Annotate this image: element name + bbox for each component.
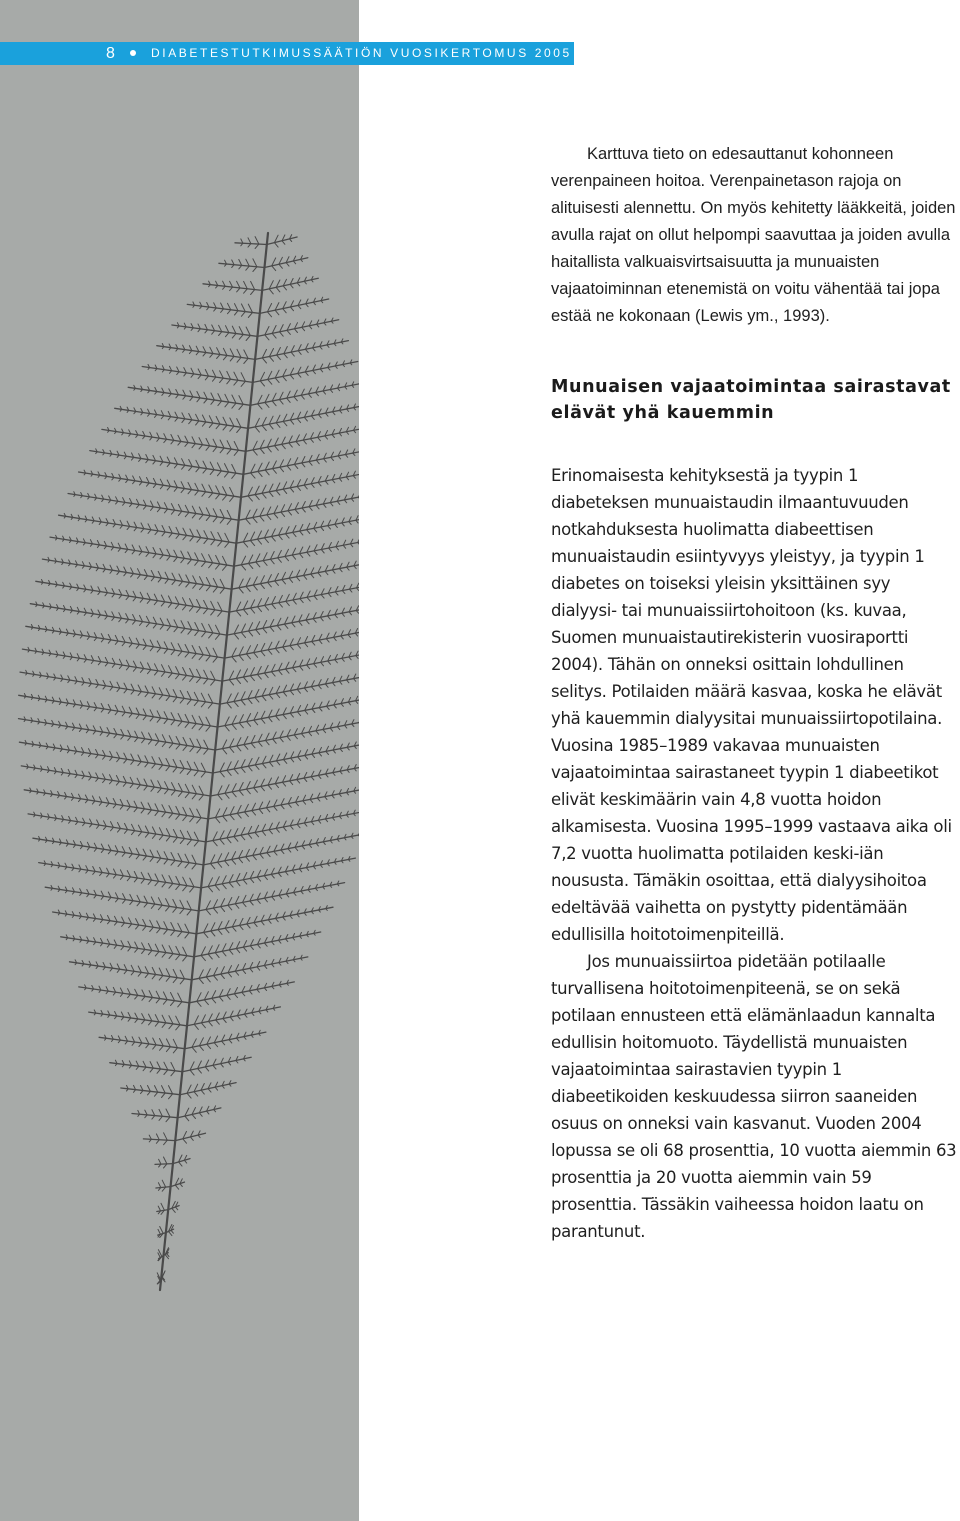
running-title: DIABETESTUTKIMUSSÄÄTIÖN VUOSIKERTOMUS 2005 [151,46,572,60]
sidebar-panel [0,0,359,1521]
bullet-icon [130,50,136,56]
fern-illustration [0,225,359,1300]
body-paragraph: Erinomaisesta kehityksestä ja tyypin 1 diabeteksen munuaistaudin ilmaantuvuuden notkahduksesta huolimatta diabeettisen munuaistaudin esiintyvyys yleistyy, ja tyypin 1 diabetes on toiseksi yleisin yksittäinen syy dialyysi- tai munuaissiirtohoitoon (ks. kuvaa, Suomen munuaistautirekisterin vuosiraportti 2004). Tähän on onneksi osittain lohdullinen selitys. Potilaiden määrä kasvaa, koska he elävät yhä kauemmin dialyysitai munuaissiirtopotilaina. Vuosina 1985–1989 vakavaa munuaisten vajaatoimintaa sairastaneet tyypin 1 diabeetikot elivät keskimäärin vain 4,8 vuotta hoidon alkamisesta. Vuosina 1995–1999 vastaava aika oli 7,2 vuotta huolimatta potilaiden keski-iän noususta. Tämäkin osoittaa, että dialyysihoitoa edeltävää vaihetta on pystytty pidentämään edullisilla hoitotoimenpiteillä. [551,466,952,944]
page-number: 8 [106,45,115,62]
header-bar [0,42,574,65]
section-heading: Munuaisen vajaatoimintaa sairastavat elävät yhä kauemmin [551,377,951,423]
intro-paragraph: Karttuva tieto on edesauttanut kohonneen verenpaineen hoitoa. Verenpainetason rajoja on alituisesti alennettu. On myös kehitetty lääkkeitä, joiden avulla rajat on ollut helpompi saavuttaa ja joiden avulla haitallista valkuaisvirtsaisuutta ja munuaisten vajaatoiminnan etenemistä on voitu vähentää tai jopa estää ne kokonaan (Lewis ym., 1993). [551,145,956,325]
body-paragraph: Jos munuaissiirtoa pidetään potilaalle turvallisena hoitotoimenpiteenä, se on sekä potilaan ennusteen että elämänlaadun kannalta edullisin hoitomuoto. Täydellistä munuaisten vajaatoimintaa sairastavien tyypin 1 diabeetikoiden keskuudessa siirron saaneiden osuus on onneksi vain kasvanut. Vuoden 2004 lopussa se oli 68 prosenttia, 10 vuotta aiemmin 63 prosenttia ja 20 vuotta aiemmin vain 59 prosenttia. Tässäkin vaiheessa hoidon laatu on parantunut. [551,952,957,1241]
article [551,141,960,1245]
